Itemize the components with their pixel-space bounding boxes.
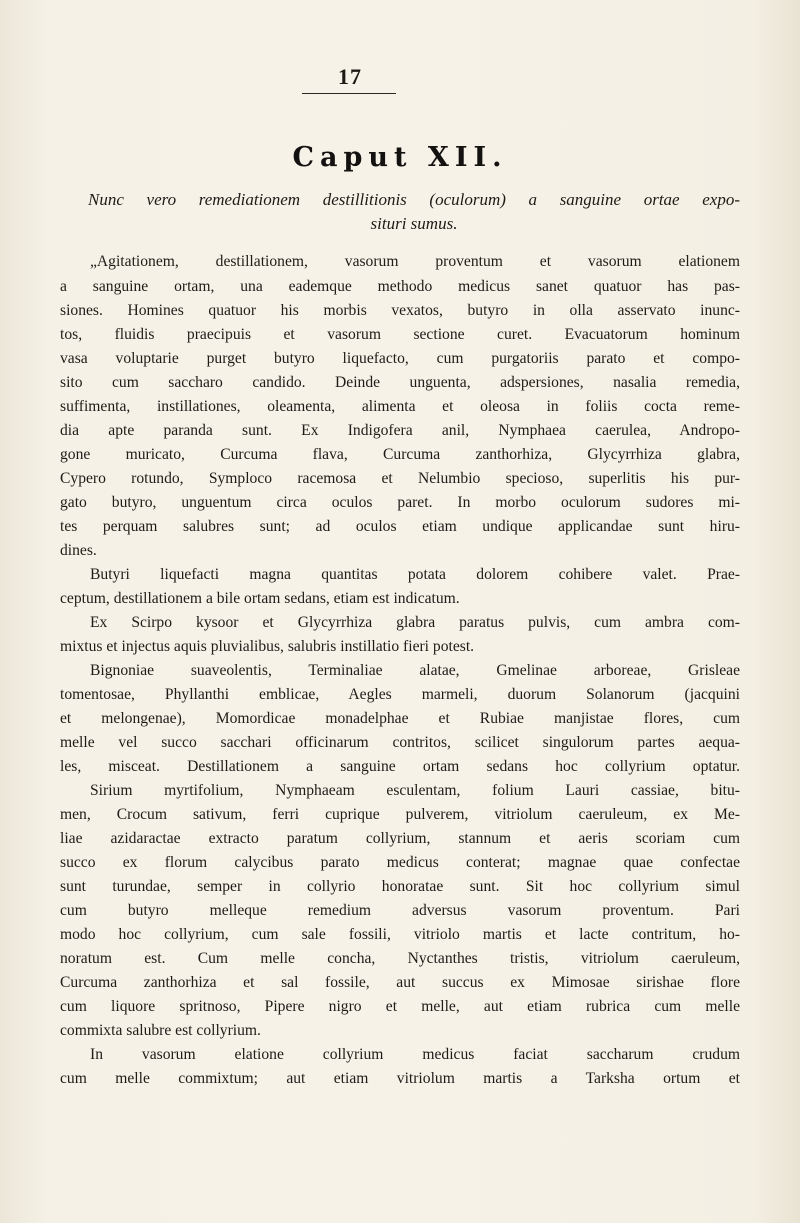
text-line: cum liquore spritnoso, Pipere nigro et melle, aut etiam rubrica cum melle [60,998,740,1015]
text-line: tomentosae, Phyllanthi emblicae, Aegles marmeli, duorum Solanorum (jacquini [60,686,740,703]
subtitle-line-2: situri sumus. [370,214,458,233]
text-line: siones. Homines quatuor his morbis vexatos, butyro in olla asservato inunc- [60,302,740,319]
text-line: ceptum, destillationem a bile ortam sedans, etiam est indicatum. [60,590,460,607]
text-line: Bignoniae suaveolentis, Terminaliae alatae, Gmelinae arboreae, Grisleae [90,662,740,679]
text-line: les, misceat. Destillationem a sanguine ortam sedans hoc collyrium optatur. [60,758,740,775]
text-line: dia apte paranda sunt. Ex Indigofera anil, Nymphaea caerulea, Andropo- [60,422,740,439]
text-line: commixta salubre est collyrium. [60,1022,261,1039]
text-line: tes perquam salubres sunt; ad oculos etiam undique applicandae sunt hiru- [60,518,740,535]
text-line: men, Crocum sativum, ferri cuprique pulverem, vitriolum caeruleum, ex Me- [60,806,740,823]
text-line: sito cum saccharo candido. Deinde unguenta, adspersiones, nasalia remedia, [60,374,740,391]
text-line: modo hoc collyrium, cum sale fossili, vitriolo martis et lacte contritum, ho- [60,926,740,943]
text-line: noratum est. Cum melle concha, Nyctanthes tristis, vitriolum caeruleum, [60,950,740,967]
text-line: sunt turundae, semper in collyrio honoratae sunt. Sit hoc collyrium simul [60,878,740,895]
text-line: dines. [60,542,97,559]
text-line: melle vel succo sacchari officinarum contritos, scilicet singulorum partes aequa- [60,734,740,751]
text-line: liae azidaractae extracto paratum collyrium, stannum et aeris scoriam cum [60,830,740,847]
text-line: a sanguine ortam, una eademque methodo medicus sanet quatuor has pas- [60,278,740,295]
text-line: In vasorum elatione collyrium medicus faciat saccharum crudum [90,1046,740,1063]
subtitle-line-1: Nunc vero remediationem destillitionis (oculorum) a sanguine ortae expo- [88,190,740,209]
text-line: gato butyro, unguentum circa oculos paret. In morbo oculorum sudores mi- [60,494,740,511]
text-line: suffimenta, instillationes, oleamenta, alimenta et oleosa in foliis cocta reme- [60,398,740,415]
text-line: et melongenae), Momordicae monadelphae et Rubiae manjistae flores, cum [60,710,740,727]
page-number: 17 [338,64,362,89]
text-line: Curcuma zanthorhiza et sal fossile, aut succus ex Mimosae sirishae flore [60,974,740,991]
text-line: vasa voluptarie purget butyro liquefacto, cum purgatoriis parato et compo- [60,350,740,367]
chapter-heading: Caput XII. [292,142,508,173]
text-line: Ex Scirpo kysoor et Glycyrrhiza glabra paratus pulvis, cum ambra com- [90,614,740,631]
page-number-rule [302,93,396,94]
text-line: mixtus et injectus aquis pluvialibus, salubris instillatio fieri potest. [60,638,475,655]
text-line: cum melle commixtum; aut etiam vitriolum martis a Tarksha ortum et [60,1070,740,1087]
text-line: Sirium myrtifolium, Nymphaeam esculentam, folium Lauri cassiae, bitu- [90,782,740,799]
text-line: tos, fluidis praecipuis et vasorum sectione curet. Evacuatorum hominum [60,326,740,343]
text-line: Cypero rotundo, Symploco racemosa et Nelumbio specioso, superlitis his pur- [60,470,740,487]
text-line: gone muricato, Curcuma flava, Curcuma zanthorhiza, Glycyrrhiza glabra, [60,446,740,463]
text-line: „Agitationem, destillationem, vasorum proventum et vasorum elationem [90,253,740,270]
text-line: succo ex florum calycibus parato medicus conterat; magnae quae confectae [60,854,740,871]
chapter-subtitle [88,188,740,236]
text-line: cum butyro melleque remedium adversus vasorum proventum. Pari [60,902,740,919]
text-line: Butyri liquefacti magna quantitas potata dolorem cohibere valet. Prae- [90,566,740,583]
